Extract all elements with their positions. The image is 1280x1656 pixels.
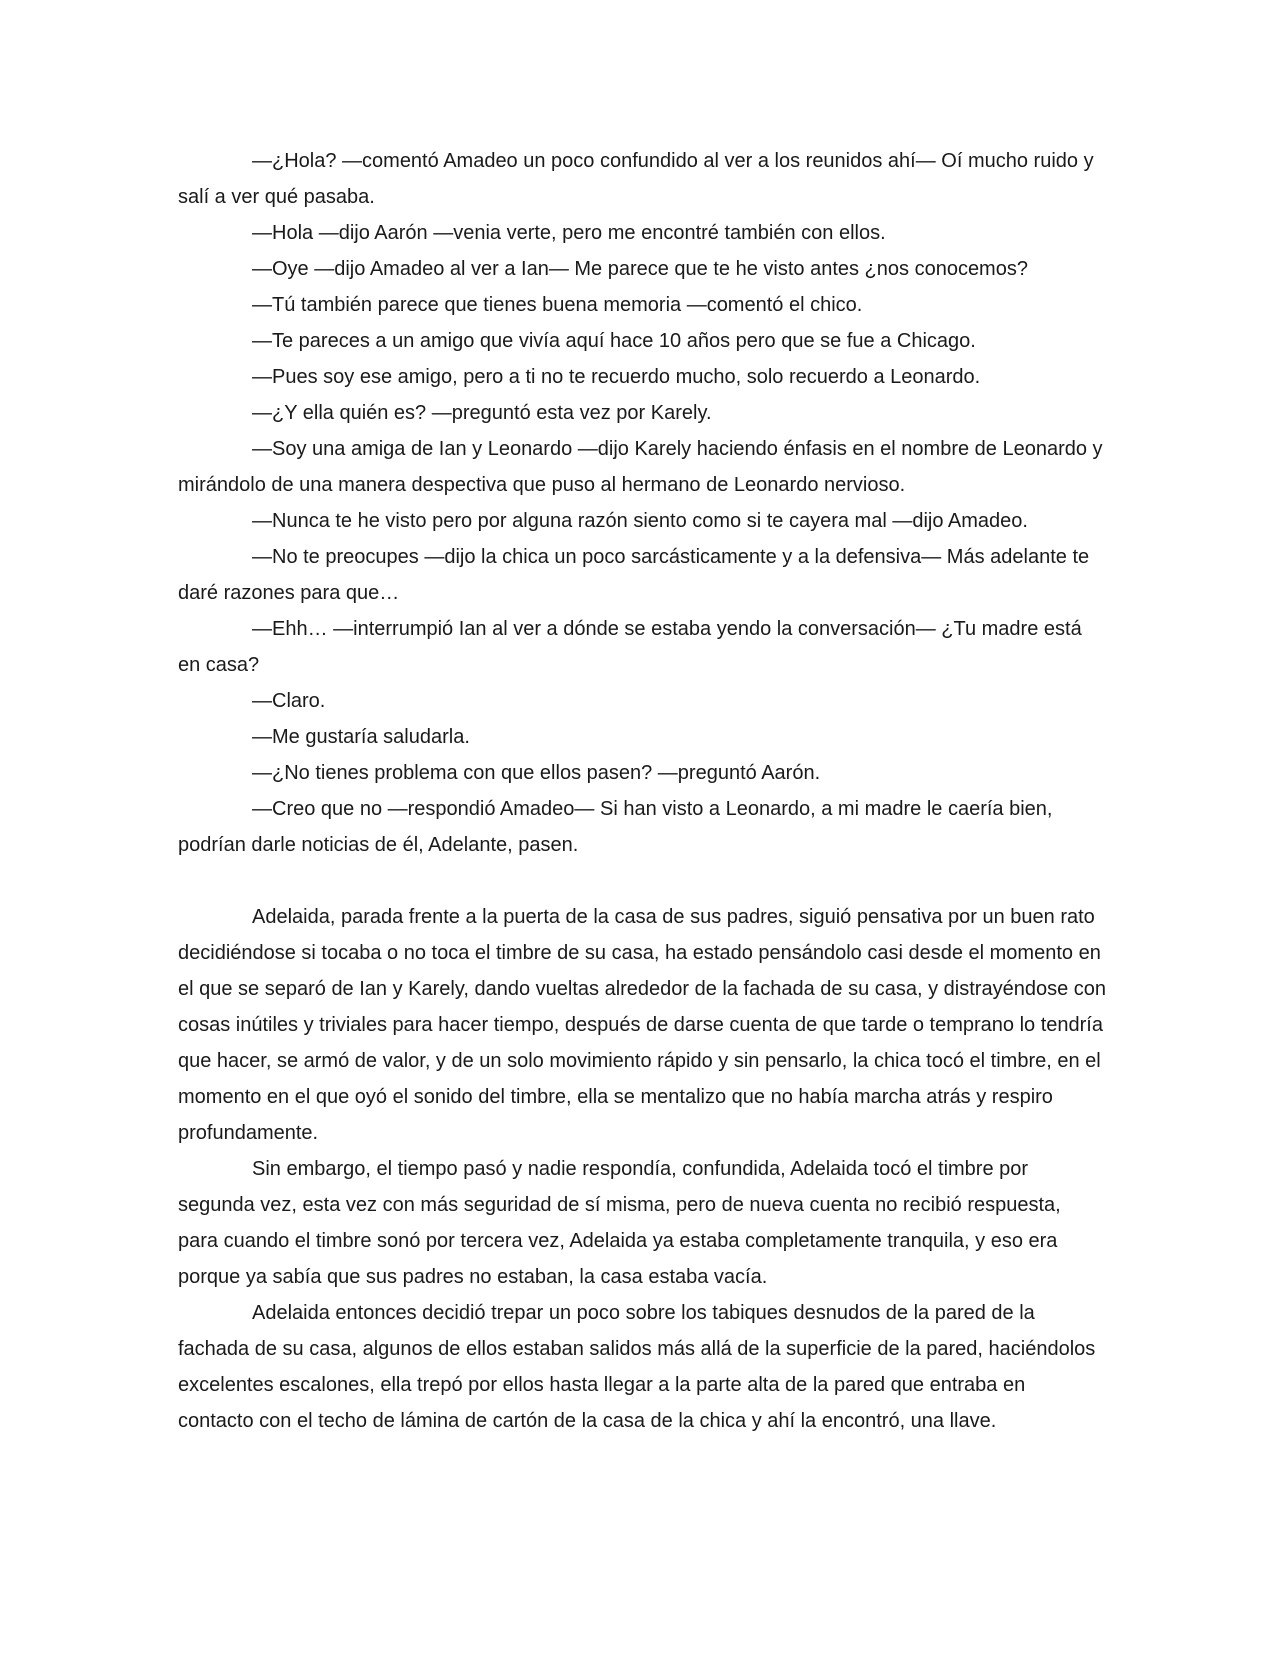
narrative-section [178,899,1106,1439]
dialogue-paragraph: —Hola —dijo Aarón —venia verte, pero me encontré también con ellos. [252,222,886,244]
dialogue-paragraph: —Claro. [252,690,326,712]
dialogue-paragraph: —Te pareces a un amigo que vivía aquí hace 10 años pero que se fue a Chicago. [252,330,976,352]
dialogue-paragraph: —¿No tienes problema con que ellos pasen? —preguntó Aarón. [252,762,821,784]
narrative-paragraph: Adelaida, parada frente a la puerta de la casa de sus padres, siguió pensativa por un buen rato decidiéndose si tocaba o no toca el timbre de su casa, ha estado pensándolo casi desde el momento en el que se separó de Ian y Karely, dando vueltas alrededor de la fachada de su casa, y distrayéndose con cosas inútiles y triviales para hacer tiempo, después de darse cuenta de que tarde o temprano lo tendría que hacer, se armó de valor, y de un solo movimiento rápido y sin pensarlo, la chica tocó el timbre, en el momento en el que oyó el sonido del timbre, ella se mentalizo que no había marcha atrás y respiro profundamente. [178,906,1107,1144]
dialogue-paragraph: —Me gustaría saludarla. [252,726,470,748]
dialogue-paragraph: —Nunca te he visto pero por alguna razón siento como si te cayera mal —dijo Amadeo. [252,510,1028,532]
document-page [178,143,1106,1439]
narrative-paragraph: Adelaida entonces decidió trepar un poco sobre los tabiques desnudos de la pared de la fachada de su casa, algunos de ellos estaban salidos más allá de la superficie de la pared, haciéndolos excelentes escalones, ella trepó por ellos hasta llegar a la parte alta de la pared que entraba en contacto con el techo de lámina de cartón de la casa de la chica y ahí la encontró, una llave. [178,1302,1096,1432]
dialogue-paragraph: —Ehh… —interrumpió Ian al ver a dónde se estaba yendo la conversación— ¿Tu madre está en casa? [178,618,1082,676]
dialogue-paragraph: —¿Y ella quién es? —preguntó esta vez por Karely. [252,402,712,424]
dialogue-paragraph: —Tú también parece que tienes buena memoria —comentó el chico. [252,294,863,316]
dialogue-paragraph: —¿Hola? —comentó Amadeo un poco confundido al ver a los reunidos ahí— Oí mucho ruido y salí a ver qué pasaba. [178,150,1094,208]
dialogue-section [178,143,1106,863]
dialogue-paragraph: —Creo que no —respondió Amadeo— Si han visto a Leonardo, a mi madre le caería bien, podrían darle noticias de él, Adelante, pasen. [178,798,1053,856]
section-break [178,863,1106,899]
narrative-paragraph: Sin embargo, el tiempo pasó y nadie respondía, confundida, Adelaida tocó el timbre por segunda vez, esta vez con más seguridad de sí misma, pero de nueva cuenta no recibió respuesta, para cuando el timbre sonó por tercera vez, Adelaida ya estaba completamente tranquila, y eso era porque ya sabía que sus padres no estaban, la casa estaba vacía. [178,1158,1061,1288]
dialogue-paragraph: —Oye —dijo Amadeo al ver a Ian— Me parece que te he visto antes ¿nos conocemos? [252,258,1028,280]
dialogue-paragraph: —Pues soy ese amigo, pero a ti no te recuerdo mucho, solo recuerdo a Leonardo. [252,366,981,388]
dialogue-paragraph: —No te preocupes —dijo la chica un poco sarcásticamente y a la defensiva— Más adelante te daré razones para que… [178,546,1090,604]
dialogue-paragraph: —Soy una amiga de Ian y Leonardo —dijo Karely haciendo énfasis en el nombre de Leonardo y mirándolo de una manera despectiva que puso al hermano de Leonardo nervioso. [178,438,1103,496]
